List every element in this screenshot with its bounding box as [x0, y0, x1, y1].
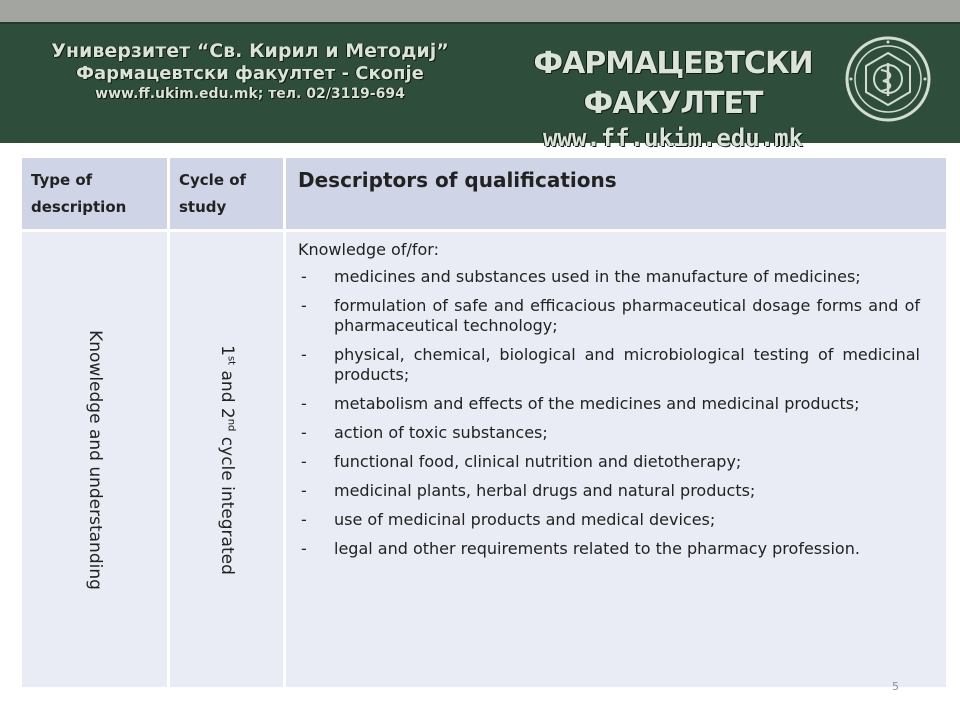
cell-type [21, 231, 169, 689]
list-item: - action of toxic substances; [301, 423, 548, 442]
faculty-url: www.ff.ukim.edu.mk [542, 124, 804, 152]
table-row [21, 231, 948, 689]
header-type-of-description: Type of description [21, 157, 169, 231]
cycle-label-sup: nd [225, 418, 237, 431]
faculty-city: Фармацевтски факултет - Скопје [76, 63, 424, 84]
cycle-label-sup: st [225, 355, 237, 365]
list-item: - formulation of safe and efficacious pharmaceutical dosage forms and of pharmaceutical technology; [301, 296, 920, 335]
list-item-text: medicinal plants, herbal drugs and natural products; [334, 481, 756, 500]
page-number: 5 [892, 680, 899, 693]
cycle-label [217, 345, 237, 575]
list-item-text: action of toxic substances; [334, 423, 548, 442]
contact-info: www.ff.ukim.edu.mk; тел. 02/3119-694 [95, 86, 405, 102]
list-item-text: legal and other requirements related to the pharmacy profession. [334, 539, 860, 558]
list-item: - legal and other requirements related to the pharmacy profession. [301, 539, 860, 558]
list-item-text: use of medicinal products and medical devices; [334, 510, 716, 529]
list-item-text: functional food, clinical nutrition and dietotherapy; [334, 452, 742, 471]
faculty-seal-icon [845, 36, 931, 122]
list-item: - medicinal plants, herbal drugs and natural products; [301, 481, 756, 500]
university-name: Универзитет “Св. Кирил и Методиј” [51, 40, 449, 62]
cycle-label-part: and 2 [216, 364, 237, 419]
list-item: - use of medicinal products and medical devices; [301, 510, 716, 529]
cell-descriptors [285, 231, 948, 689]
descriptor-intro: Knowledge of/for: [298, 240, 439, 259]
list-item: - physical, chemical, biological and microbiological testing of medicinal products; [301, 345, 920, 384]
table-header-row [21, 157, 948, 231]
faculty-name: ФАРМАЦЕВТСКИ ФАКУЛТЕТ [533, 46, 813, 121]
list-item-text: medicines and substances used in the manufacture of medicines; [334, 267, 861, 286]
university-info [0, 40, 500, 103]
cycle-label-part: 1 [216, 344, 237, 356]
header-descriptors: Descriptors of qualifications [285, 157, 948, 231]
list-item-text: physical, chemical, biological and microbiological testing of medicinal products; [334, 345, 920, 384]
descriptor-list [286, 232, 946, 559]
top-gray-bar [0, 0, 960, 22]
list-item-text: formulation of safe and efficacious pharmaceutical dosage forms and of pharmaceutical technology; [334, 296, 920, 335]
list-item: - medicines and substances used in the manufacture of medicines; [301, 267, 861, 286]
qualifications-table [19, 155, 949, 690]
list-item: - metabolism and effects of the medicines and medicinal products; [301, 394, 860, 413]
header-cycle-of-study: Cycle of study [169, 157, 285, 231]
faculty-logo-text [512, 44, 834, 152]
type-label: Knowledge and understanding [84, 329, 105, 590]
cycle-label-part: cycle integrated [216, 430, 237, 575]
list-item-text: metabolism and effects of the medicines and medicinal products; [334, 394, 860, 413]
descriptor-items [298, 267, 920, 559]
header-banner [0, 22, 960, 152]
list-item: - functional food, clinical nutrition and dietotherapy; [301, 452, 742, 471]
cell-cycle [169, 231, 285, 689]
